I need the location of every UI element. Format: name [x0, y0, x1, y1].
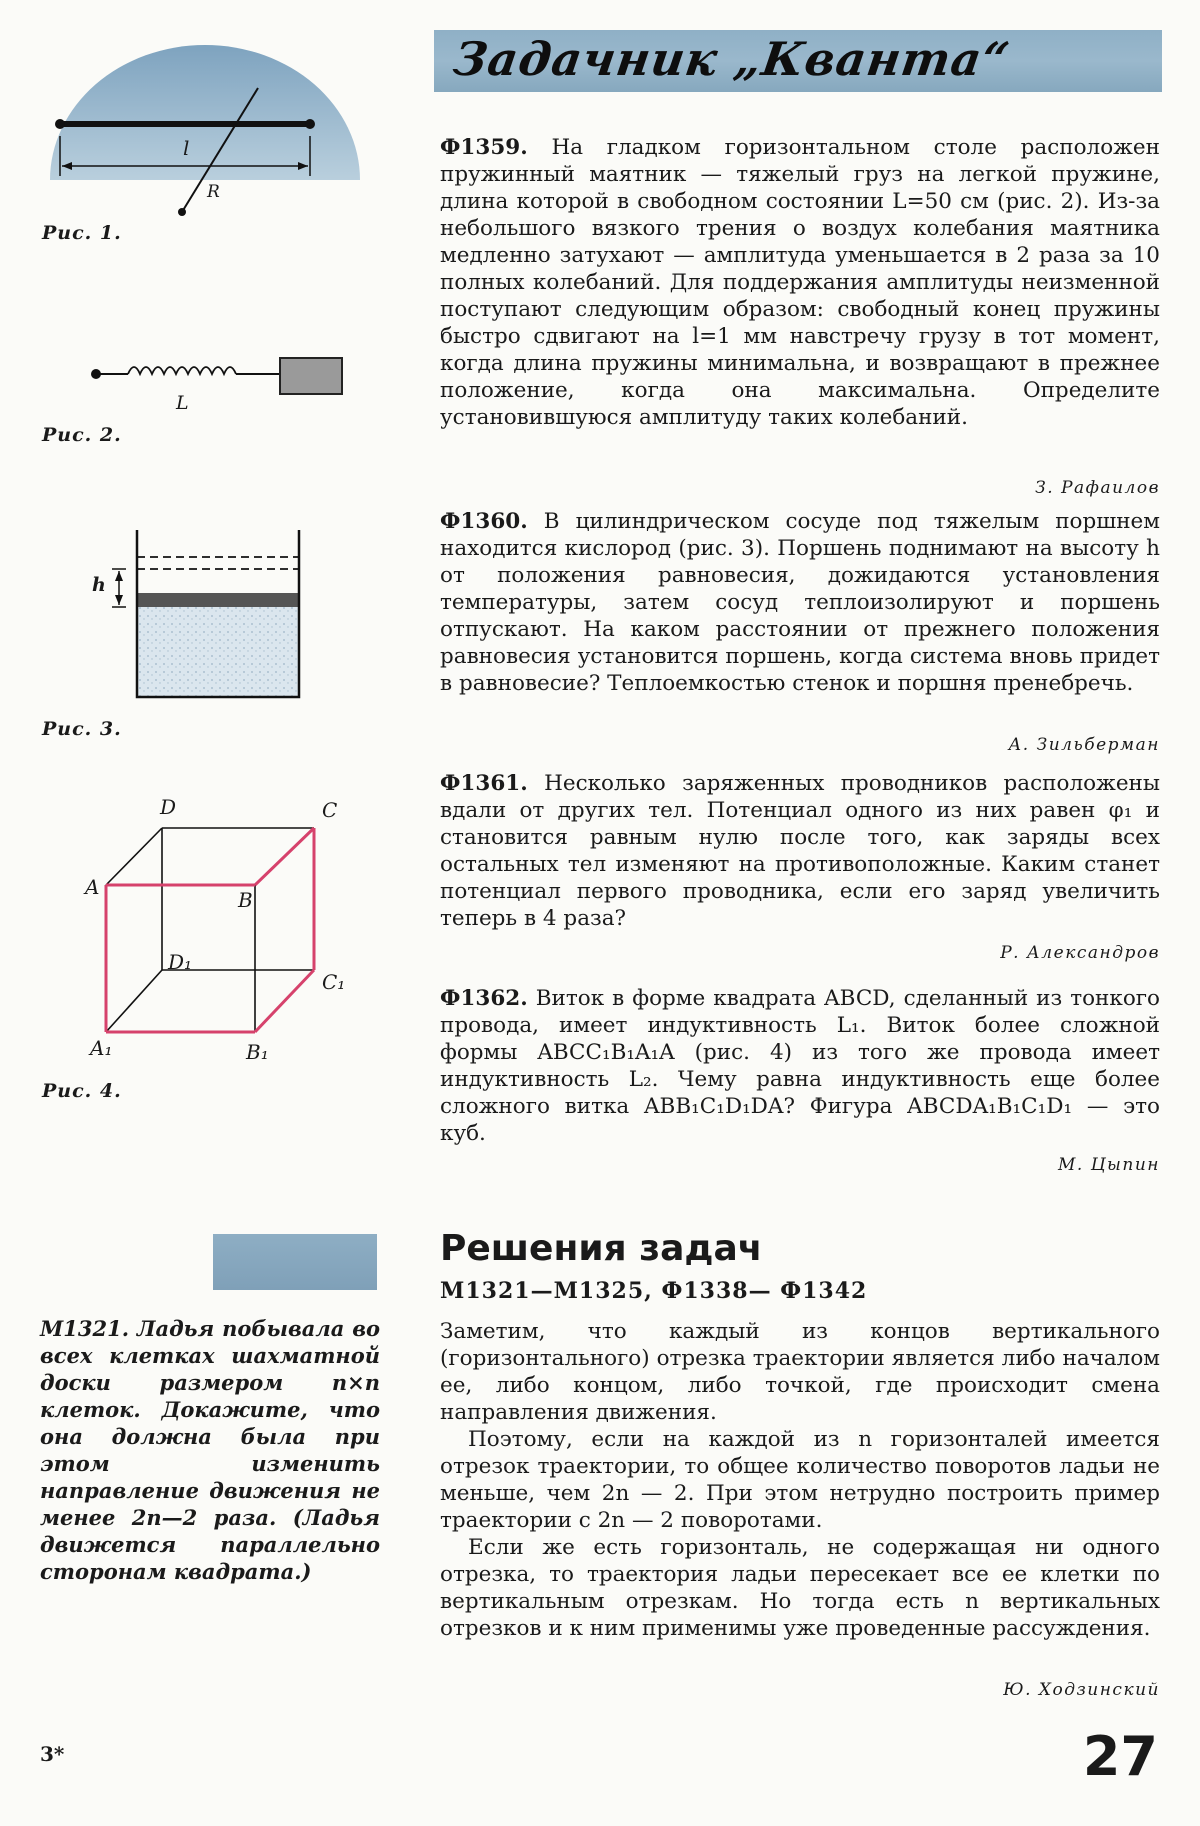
figure-4 [60, 800, 360, 1060]
figure-2 [90, 350, 350, 410]
fig2-weight [280, 358, 342, 394]
fig2-spring [128, 367, 236, 374]
fig3-label-h: h [92, 574, 106, 596]
problem-id: Ф1362. [440, 986, 528, 1011]
fig3-caption: Рис. 3. [42, 718, 122, 740]
problem-author: Р. Александров [1000, 943, 1160, 963]
solution-author: Ю. Ходзинский [1003, 1680, 1160, 1700]
margin-problem-text: Ладья побывала во всех клетках шахматной доски размером n×n клеток. Докажите, что она должна была при этом изменить направление движения не менее 2n—2 раза. (Ладья движется параллельно сторонам квадрата.) [40, 1316, 381, 1584]
margin-decor-box [213, 1234, 377, 1290]
problem-text: Виток в форме квадрата ABCD, сделанный из тонкого провода, имеет индуктивность L₁. Виток более сложной формы ABCC₁B₁A₁A (рис. 4) из того же провода имеет индуктивность L₂. Чему равна индуктивность еще более сложного витка ABB₁C₁D₁DA? Фигура ABCDA₁B₁C₁D₁ — это куб. [440, 986, 1160, 1146]
solutions-title: Решения задач [440, 1228, 763, 1269]
fig1-label-l: l [183, 136, 190, 160]
fig4-label-D1: D₁ [168, 950, 193, 974]
fig4-label-D: D [160, 795, 177, 819]
solution-paragraph: Поэтому, если на каждой из n горизонталей имеется отрезок траектории, то общее количество поворотов ладьи не меньше, чем 2n — 2. При этом нетрудно построить пример траектории с 2n — 2 поворотами. [440, 1427, 1160, 1533]
solution-paragraph: Если же есть горизонталь, не содержащая ни одного отрезка, то траектория ладьи пересекает все ее клетки по вертикальным отрезкам. Но тогда есть n вертикальных отрезков и к ним применимы уже проведенные рассуждения. [440, 1535, 1160, 1641]
problem-text: На гладком горизонтальном столе расположен пружинный маятник — тяжелый груз на легкой пружине, длина которой в свободном состоянии L=50 см (рис. 2). Из-за небольшого вязкого трения о воздух колебания маятника медленно затухают — амплитуда уменьшается в 2 раза за 10 полных колебаний. Для поддержания амплитуды неизменной поступают следующим образом: свободный конец пружины быстро сдвигают на l=1 мм навстречу грузу в тот момент, когда длина пружины минимальна, и возвращают в прежнее положение, когда она максимальна. Определите установившуюся амплитуду таких колебаний. [440, 135, 1160, 430]
fig4-label-A1: A₁ [90, 1036, 113, 1060]
solutions-subtitle: М1321—М1325, Ф1338— Ф1342 [440, 1278, 868, 1304]
figure-3 [90, 525, 320, 705]
solution-text [440, 1318, 1160, 1642]
fig1-caption: Рис. 1. [42, 222, 122, 244]
fig3-gas [137, 597, 299, 697]
fig4-label-B1: B₁ [246, 1040, 269, 1064]
margin-problem-id: М1321. [40, 1316, 130, 1341]
problem-f1362 [440, 985, 1160, 1147]
fig2-label-L: L [176, 392, 189, 414]
problem-id: Ф1360. [440, 509, 528, 534]
banner-title: Задачник „Кванта“ [450, 32, 1014, 86]
problem-author: М. Цыпин [1058, 1155, 1160, 1175]
fig4-label-A: A [85, 875, 100, 899]
problem-f1361 [440, 770, 1160, 932]
page-number: 27 [1082, 1725, 1158, 1788]
fig3-piston [137, 593, 299, 607]
fig2-caption: Рис. 2. [42, 424, 122, 446]
figure-1 [40, 40, 370, 230]
fig4-caption: Рис. 4. [42, 1080, 122, 1102]
problem-id: Ф1359. [440, 135, 528, 160]
fig1-dome [50, 45, 360, 180]
problem-author: А. Зильберман [1008, 735, 1160, 755]
solution-paragraph: Заметим, что каждый из концов вертикального (горизонтального) отрезка траектории является либо началом ее, либо концом, либо точкой, где происходит смена направления движения. [440, 1319, 1160, 1425]
problem-id: Ф1361. [440, 771, 528, 796]
margin-problem-m1321 [40, 1315, 380, 1585]
problem-f1359 [440, 134, 1160, 431]
fig4-label-C: C [322, 798, 338, 822]
problem-text: В цилиндрическом сосуде под тяжелым поршнем находится кислород (рис. 3). Поршень поднимают на высоту h от положения равновесия, дожидаются установления температуры, затем сосуд теплоизолируют и поршень отпускают. На каком расстоянии от прежнего положения равновесия установится поршень, когда система вновь придет в равновесие? Теплоемкостью стенок и поршня пренебречь. [440, 509, 1160, 696]
problem-author: З. Рафаилов [1035, 478, 1160, 498]
problem-text: Несколько заряженных проводников расположены вдали от других тел. Потенциал одного из них равен φ₁ и становится равным нулю после того, как заряды всех остальных тел изменяют на противоположные. Каким станет потенциал первого проводника, если его заряд увеличить теперь в 4 раза? [440, 771, 1160, 931]
fig4-label-B: B [238, 888, 253, 912]
signature-mark: 3* [40, 1742, 65, 1766]
problem-f1360 [440, 508, 1160, 697]
fig1-label-R: R [207, 182, 220, 202]
header-banner [434, 30, 1162, 92]
fig4-label-C1: C₁ [322, 970, 346, 994]
